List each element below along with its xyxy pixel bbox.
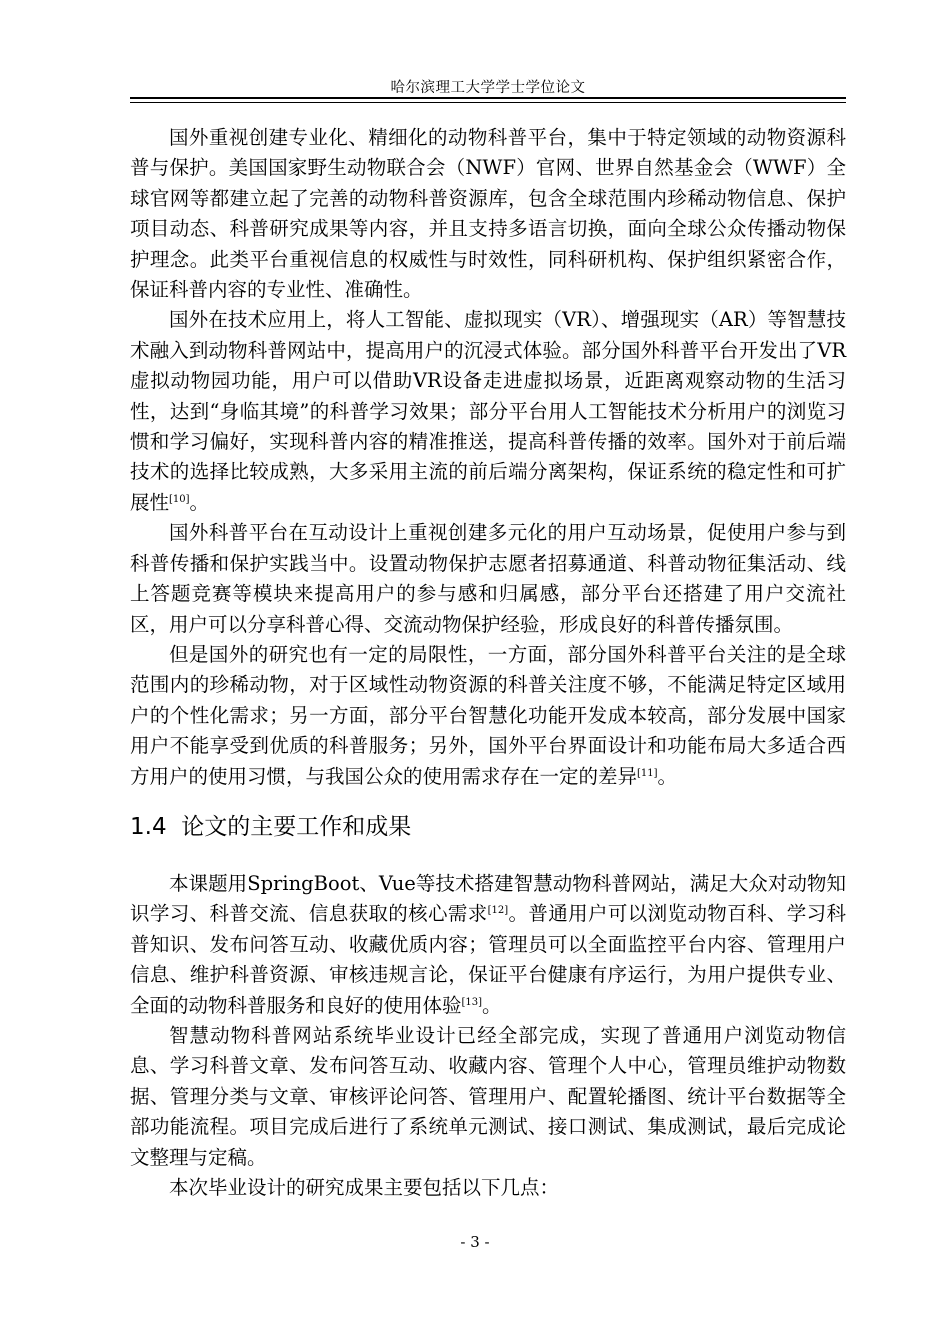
section-title: 论文的主要工作和成果	[181, 813, 412, 840]
page-number: - 3 -	[460, 1233, 490, 1251]
citation-12: [12]	[487, 905, 509, 917]
citation-11: [11]	[637, 767, 658, 779]
citation-10: [10]	[169, 493, 190, 505]
section-heading	[130, 808, 846, 841]
paragraph-completion: 智慧动物科普网站系统毕业设计已经全部完成，实现了普通用户浏览动物信息、学习科普文章、发布问答互动、收藏内容、管理个人中心，管理员维护动物数据、管理分类与文章、审核评论问答、管理用户、配置轮播图、统计平台数据等全部功能流程。项目完成后进行了系统单元测试、接口测试、集成测试，最后完成论文整理与定稿。	[130, 1023, 846, 1169]
section-number: 1.4	[130, 813, 167, 840]
page-body	[130, 123, 846, 1203]
header-rule-thin	[130, 102, 846, 103]
paragraph-foreign-limitations: 但是国外的研究也有一定的局限性，一方面，部分国外科普平台关注的是全球范围内的珍稀动物，对于区域性动物资源的科普关注度不够，不能满足特定区域用户的个性化需求；另一方面，部分平台智慧化功能开发成本较高，部分发展中国家用户不能享受到优质的科普服务；另外，国外平台界面设计和功能布局大多适合西方用户的使用习惯，与我国公众的使用需求存在一定的差异[11]。	[130, 642, 846, 788]
paragraph-foreign-platforms: 国外重视创建专业化、精细化的动物科普平台，集中于特定领域的动物资源科普与保护。美国国家野生动物联合会（NWF）官网、世界自然基金会（WWF）全球官网等都建立起了完善的动物科普资源库，包含全球范围内珍稀动物信息、保护项目动态、科普研究成果等内容，并且支持多语言切换，面向全球公众传播动物保护理念。此类平台重视信息的权威性与时效性，同科研机构、保护组织紧密合作，保证科普内容的专业性、准确性。	[130, 126, 846, 302]
header-rule-thick	[130, 97, 846, 99]
paragraph-foreign-interaction: 国外科普平台在互动设计上重视创建多元化的用户互动场景，促使用户参与到科普传播和保护实践当中。设置动物保护志愿者招募通道、科普动物征集活动、线上答题竞赛等模块来提高用户的参与感和归属感，部分平台还搭建了用户交流社区，用户可以分享科普心得、交流动物保护经验，形成良好的科普传播氛围。	[130, 521, 846, 636]
paragraph-results-intro: 本次毕业设计的研究成果主要包括以下几点：	[169, 1176, 560, 1199]
paragraph-main-work: 本课题用SpringBoot、Vue等技术搭建智慧动物科普网站，满足大众对动物知识学习、科普交流、信息获取的核心需求[12]。普通用户可以浏览动物百科、学习科普知识、发布问答互动、收藏优质内容；管理员可以全面监控平台内容、管理用户信息、维护科普资源、审核违规言论，保证平台健康有序运行，为用户提供专业、全面的动物科普服务和良好的使用体验[13]。	[130, 871, 846, 1017]
paragraph-foreign-technology: 国外在技术应用上，将人工智能、虚拟现实（VR）、增强现实（AR）等智慧技术融入到动物科普网站中，提高用户的沉浸式体验。部分国外科普平台开发出了VR虚拟动物园功能，用户可以借助VR设备走进虚拟场景，近距离观察动物的生活习性，达到“身临其境”的科普学习效果；部分平台用人工智能技术分析用户的浏览习惯和学习偏好，实现科普内容的精准推送，提高科普传播的效率。国外对于前后端技术的选择比较成熟，大多采用主流的前后端分离架构，保证系统的稳定性和可扩展性[10]。	[130, 308, 846, 514]
citation-13: [13]	[461, 996, 483, 1008]
running-header: 哈尔滨理工大学学士学位论文	[390, 80, 586, 96]
